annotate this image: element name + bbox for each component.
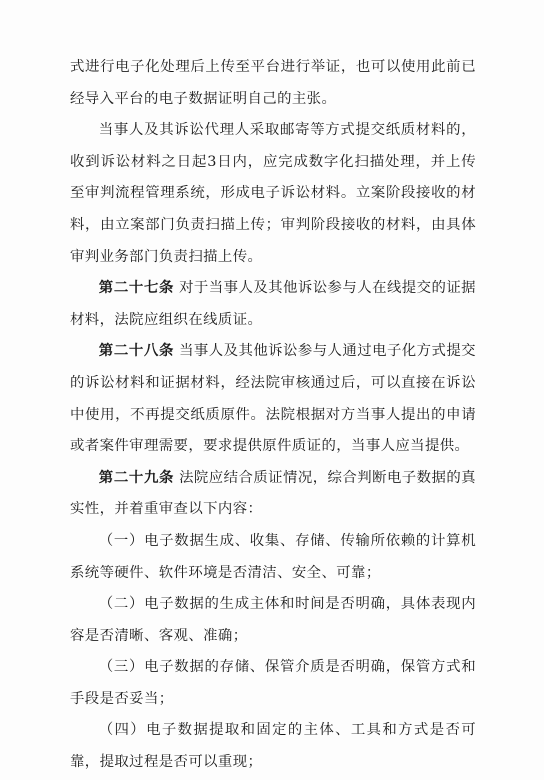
article-28: [70, 336, 476, 462]
paragraph-text: 式进行电子化处理后上传至平台进行举证，也可以使用此前已经导入平台的电子数据证明自己的主张。: [70, 59, 476, 107]
list-item-text: （三）电子数据的存储、保管介质是否明确，保管方式和手段是否妥当；: [70, 659, 476, 707]
paragraph-text: 当事人及其诉讼代理人采取邮寄等方式提交纸质材料的，收到诉讼材料之日起3日内，应完成数字化扫描处理，并上传至审判流程管理系统，形成电子诉讼材料。立案阶段接收的材料，由立案部门负责扫描上传；审判阶段接收的材料，由具体审判业务部门负责扫描上传。: [70, 122, 476, 265]
list-item-text: （二）电子数据的生成主体和时间是否明确，具体表现内容是否清晰、客观、准确；: [70, 596, 476, 644]
article-27: [70, 273, 476, 336]
article-29: [70, 463, 476, 526]
list-item-4: [70, 715, 476, 778]
list-item-text: （一）电子数据生成、收集、存储、传输所依赖的计算机系统等硬件、软件环境是否清洁、安全、可靠；: [70, 532, 476, 581]
list-item-text: （四）电子数据提取和固定的主体、工具和方式是否可靠，提取过程是否可以重现；: [70, 722, 476, 771]
article-text: 对于当事人及其他诉讼参与人在线提交的证据材料，法院应组织在线质证。: [70, 280, 476, 328]
article-text: 法院应结合质证情况，综合判断电子数据的真实性，并着重审查以下内容：: [70, 469, 476, 518]
article-number: 第二十七条: [98, 280, 175, 297]
article-number: 第二十八条: [98, 343, 175, 360]
list-item-2: [70, 589, 476, 652]
list-item-3: [70, 652, 476, 715]
article-number: 第二十九条: [98, 469, 175, 486]
list-item-1: [70, 526, 476, 589]
document-body: [70, 52, 476, 779]
paragraph-continuation: [70, 52, 476, 115]
article-text: 当事人及其他诉讼参与人通过电子化方式提交的诉讼材料和证据材料，经法院审核通过后，可以直接在诉讼中使用，不再提交纸质原件。法院根据对方当事人提出的申请或者案件审理需要，要求提供原件质证的，当事人应当提供。: [70, 343, 476, 455]
paragraph-mail-submission: [70, 115, 476, 273]
